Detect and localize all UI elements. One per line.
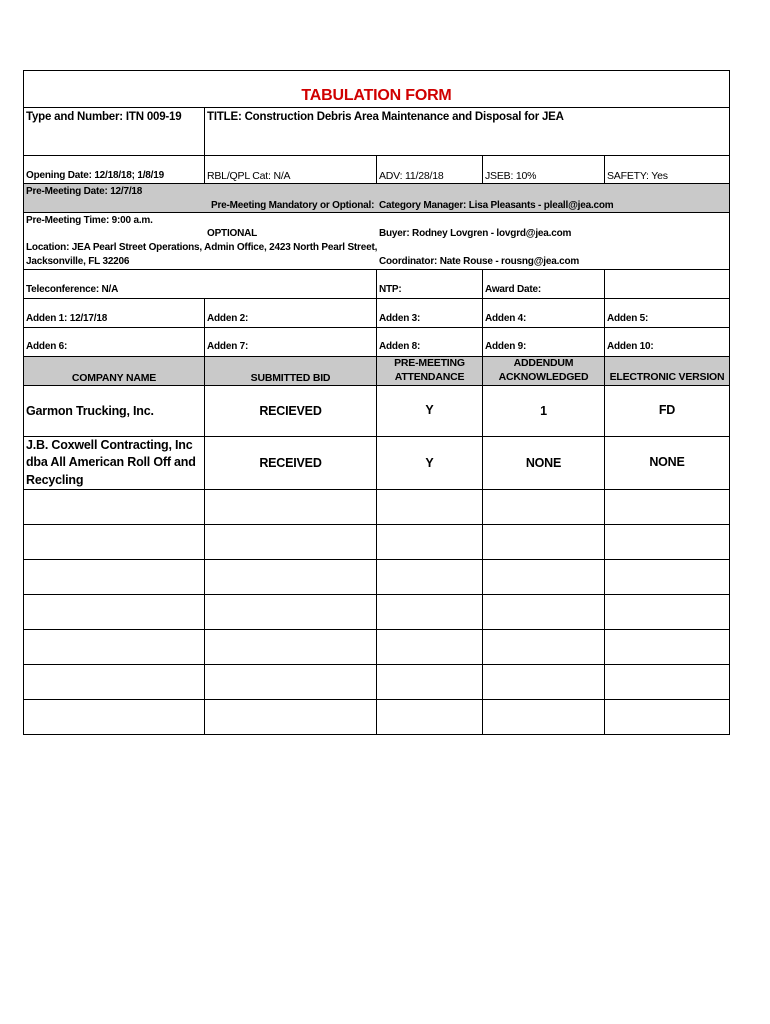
- pre-meeting-date: Pre-Meeting Date: 12/7/18: [26, 186, 143, 197]
- row-1-bid: RECIEVED: [259, 404, 322, 418]
- col-rule: [204, 107, 205, 155]
- col-rule: [604, 298, 605, 735]
- addendum-8: Adden 8:: [379, 341, 421, 352]
- category-manager: Category Manager: Lisa Pleasants - pleall@jea.com: [379, 200, 614, 211]
- col-rule: [204, 298, 205, 735]
- col-rule: [482, 269, 483, 298]
- row-2-company-line-2: dba All American Roll Off and: [26, 455, 196, 469]
- pre-meeting-time: Pre-Meeting Time: 9:00 a.m.: [26, 215, 153, 226]
- row-1-electronic: FD: [658, 403, 676, 417]
- safety: SAFETY: Yes: [607, 170, 668, 182]
- row-1-attendance: Y: [425, 403, 434, 417]
- type-number: Type and Number: ITN 009-19: [26, 111, 182, 123]
- addendum-1: Adden 1: 12/17/18: [26, 313, 108, 324]
- teleconference: Teleconference: N/A: [26, 284, 119, 295]
- header-electronic-version: ELECTRONIC VERSION: [609, 371, 725, 383]
- optional-value: OPTIONAL: [207, 228, 258, 239]
- row-2-attendance: Y: [425, 456, 434, 470]
- award-date: Award Date:: [485, 284, 541, 295]
- col-rule: [204, 155, 205, 183]
- header-submitted-bid: SUBMITTED BID: [250, 372, 331, 384]
- header-addendum-2: ACKNOWLEDGED: [498, 371, 589, 383]
- addendum-5: Adden 5:: [607, 313, 649, 324]
- col-rule: [604, 155, 605, 183]
- addendum-4: Adden 4:: [485, 313, 527, 324]
- rbl-qpl: RBL/QPL Cat: N/A: [207, 170, 291, 182]
- row-2-electronic: NONE: [649, 455, 685, 469]
- rule: [23, 212, 730, 213]
- location-line-1: Location: JEA Pearl Street Operations, Admin Office, 2423 North Pearl Street,: [26, 242, 378, 253]
- row-1-addendum: 1: [540, 404, 547, 418]
- pre-meeting-mandatory: Pre-Meeting Mandatory or Optional:: [211, 200, 375, 211]
- jseb: JSEB: 10%: [485, 170, 537, 182]
- coordinator: Coordinator: Nate Rouse - rousng@jea.com: [379, 256, 580, 267]
- opening-date: Opening Date: 12/18/18; 1/8/19: [26, 170, 164, 181]
- rule: [23, 107, 730, 108]
- buyer: Buyer: Rodney Lovgren - lovgrd@jea.com: [379, 228, 572, 239]
- ntp: NTP:: [379, 284, 402, 295]
- addendum-9: Adden 9:: [485, 341, 527, 352]
- header-attendance-1: PRE-MEETING: [394, 357, 465, 369]
- header-company-name: COMPANY NAME: [71, 372, 157, 384]
- col-rule: [604, 269, 605, 298]
- form-title: TABULATION FORM: [301, 87, 452, 104]
- location-line-2: Jacksonville, FL 32206: [26, 256, 130, 267]
- row-2-addendum: NONE: [525, 456, 562, 470]
- col-rule: [482, 155, 483, 183]
- itn-title: TITLE: Construction Debris Area Maintenance and Disposal for JEA: [207, 111, 564, 123]
- row-2-bid: RECEIVED: [259, 456, 322, 470]
- rule: [23, 183, 730, 184]
- row-2-company-line-3: Recycling: [26, 473, 84, 487]
- col-rule: [376, 269, 377, 298]
- addendum-6: Adden 6:: [26, 341, 68, 352]
- header-attendance-2: ATTENDANCE: [394, 371, 465, 383]
- addendum-3: Adden 3:: [379, 313, 421, 324]
- adv-date: ADV: 11/28/18: [379, 170, 444, 182]
- addendum-7: Adden 7:: [207, 341, 249, 352]
- col-rule: [376, 155, 377, 183]
- addendum-2: Adden 2:: [207, 313, 249, 324]
- addendum-10: Adden 10:: [607, 341, 654, 352]
- row-1-company: Garmon Trucking, Inc.: [26, 404, 154, 418]
- row-2-company-line-1: J.B. Coxwell Contracting, Inc: [26, 438, 193, 452]
- header-addendum-1: ADDENDUM: [513, 357, 574, 369]
